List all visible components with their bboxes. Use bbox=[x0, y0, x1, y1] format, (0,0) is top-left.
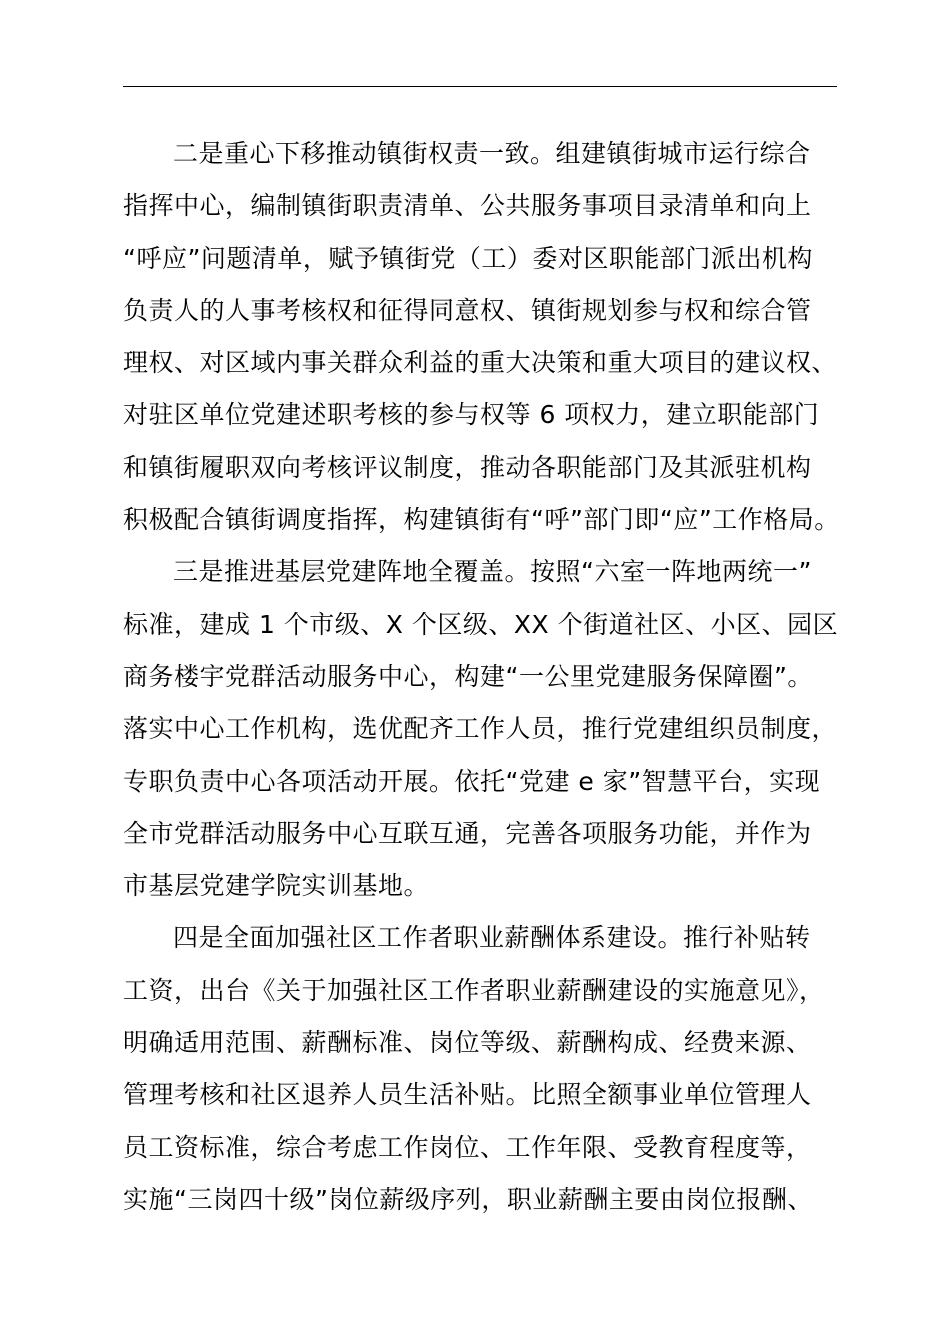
paragraph-1-line-3: “呼应”问题清单，赋予镇街党（工）委对区职能部门派出机构 bbox=[123, 243, 813, 273]
paragraph-2-line-5: 专职负责中心各项活动开展。依托“党建 e 家”智慧平台，实现 bbox=[123, 766, 821, 796]
paragraph-2-line-1: 三是推进基层党建阵地全覆盖。按照“六室一阵地两统一” bbox=[173, 557, 812, 587]
paragraph-2-line-7: 市基层党建学院实训基地。 bbox=[123, 871, 430, 901]
body-text bbox=[123, 131, 863, 1229]
paragraph-2-line-3: 商务楼宇党群活动服务中心，构建“一公里党建服务保障圈”。 bbox=[123, 661, 813, 691]
paragraph-1-line-1: 二是重心下移推动镇街权责一致。组建镇街城市运行综合 bbox=[173, 139, 811, 168]
paragraph-3-line-1: 四是全面加强社区工作者职业薪酬体系建设。推行补贴转 bbox=[173, 923, 811, 953]
paragraph-3-line-2: 工资，出台《关于加强社区工作者职业薪酬建设的实施意见》， bbox=[123, 975, 825, 1005]
paragraph-3-line-3: 明确适用范围、薪酬标准、岗位等级、薪酬构成、经费来源、 bbox=[123, 1028, 812, 1058]
header-rule bbox=[123, 86, 837, 87]
paragraph-1-line-4: 负责人的人事考核权和征得同意权、镇街规划参与权和综合管 bbox=[123, 295, 812, 325]
paragraph-3-line-4: 管理考核和社区退养人员生活补贴。比照全额事业单位管理人 bbox=[123, 1080, 812, 1110]
paragraph-1-line-5: 理权、对区域内事关群众利益的重大决策和重大项目的建议权、 bbox=[123, 348, 838, 378]
paragraph-1-line-6: 对驻区单位党建述职考核的参与权等 6 项权力，建立职能部门 bbox=[123, 400, 820, 430]
paragraph-2-line-4: 落实中心工作机构，选优配齐工作人员，推行党建组织员制度， bbox=[123, 714, 838, 744]
paragraph-3-line-6: 实施“三岗四十级”岗位薪级序列，职业薪酬主要由岗位报酬、 bbox=[123, 1184, 813, 1214]
paragraph-3-line-5: 员工资标准，综合考虑工作岗位、工作年限、受教育程度等， bbox=[123, 1132, 812, 1162]
paragraph-1-line-8: 积极配合镇街调度指挥，构建镇街有“呼”部门即“应”工作格局。 bbox=[123, 505, 840, 535]
paragraph-2-line-6: 全市党群活动服务中心互联互通，完善各项服务功能，并作为 bbox=[123, 818, 812, 848]
paragraph-1-line-2: 指挥中心，编制镇街职责清单、公共服务事项目录清单和向上 bbox=[123, 191, 812, 221]
paragraph-2-line-2: 标准，建成 1 个市级、X 个区级、XX 个街道社区、小区、园区 bbox=[123, 609, 839, 639]
paragraph-1-line-7: 和镇街履职双向考核评议制度，推动各职能部门及其派驻机构 bbox=[123, 452, 812, 482]
